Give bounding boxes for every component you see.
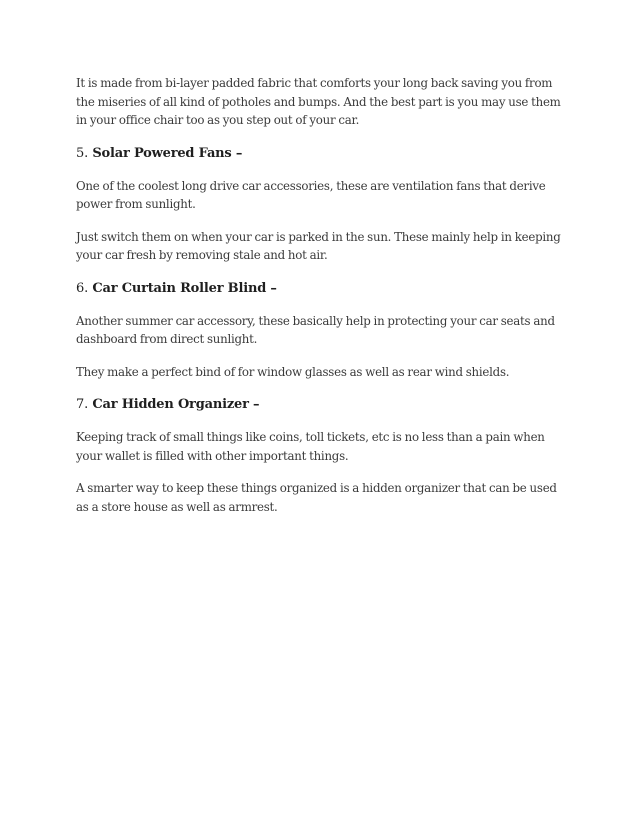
section-number: 7. xyxy=(76,397,89,412)
intro-paragraph: It is made from bi-layer padded fabric that comforts your long back saving you from the miseries of all kind of potholes and bumps. And the best part is you may use them in your office chair too as you step out of your car. xyxy=(76,76,561,127)
section-heading-car-hidden-organizer xyxy=(76,396,566,414)
section-title: Car Curtain Roller Blind – xyxy=(92,280,277,296)
section-number: 6. xyxy=(76,280,89,296)
section-paragraph: Just switch them on when your car is parked in the sun. These mainly help in keeping your car fresh by removing stale and hot air. xyxy=(76,229,561,262)
document-body xyxy=(76,74,566,516)
section-heading-solar-powered-fans xyxy=(76,145,566,163)
section-heading-car-curtain-roller-blind xyxy=(76,280,566,298)
section-paragraph: They make a perfect bind of for window glasses as well as rear wind shields. xyxy=(76,364,510,379)
section-paragraph: Another summer car accessory, these basically help in protecting your car seats and dashboard from direct sunlight. xyxy=(76,313,555,346)
section-paragraph: A smarter way to keep these things organized is a hidden organizer that can be used as a store house as well as armrest. xyxy=(76,481,557,514)
section-title: Solar Powered Fans – xyxy=(92,145,243,161)
section-paragraph: Keeping track of small things like coins, toll tickets, etc is no less than a pain when your wallet is filled with other important things. xyxy=(76,430,545,463)
section-number: 5. xyxy=(76,145,89,161)
section-title: Car Hidden Organizer – xyxy=(92,397,260,412)
section-paragraph: One of the coolest long drive car accessories, these are ventilation fans that derive power from sunlight. xyxy=(76,178,546,211)
